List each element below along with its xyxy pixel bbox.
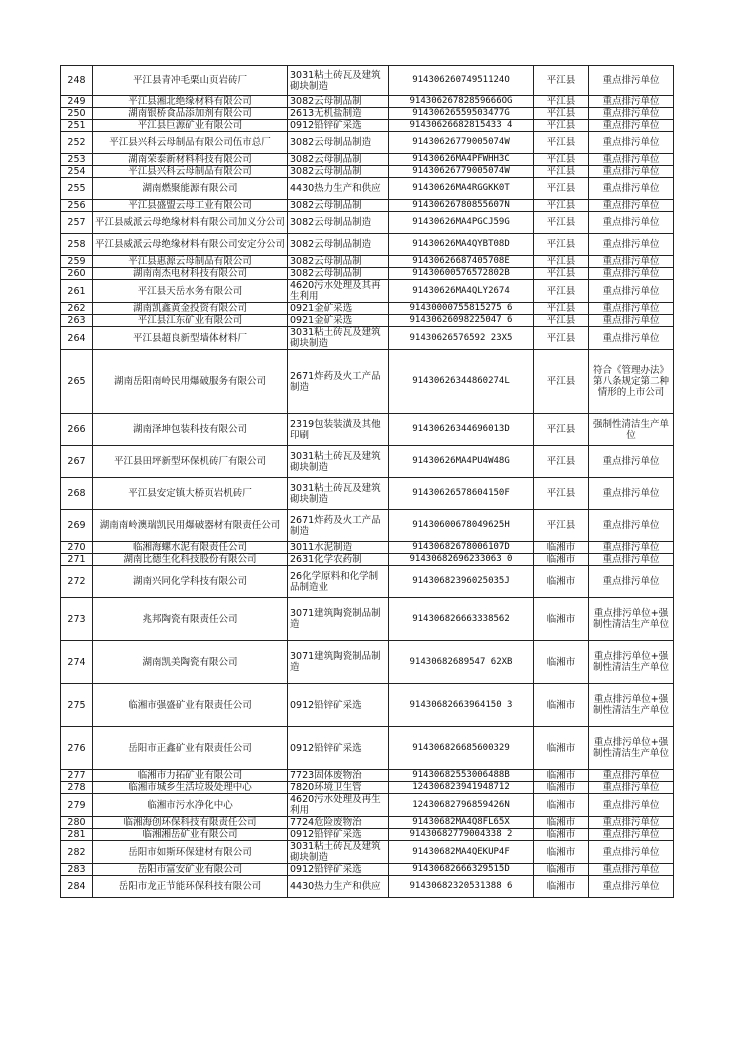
table-row bbox=[61, 234, 674, 256]
row-number: 250 bbox=[61, 108, 93, 120]
unit-type: 重点排污单位 bbox=[589, 66, 674, 96]
industry-category: 3031粘土砖瓦及建筑砌块制造 bbox=[288, 66, 389, 96]
row-number: 269 bbox=[61, 510, 93, 542]
company-name: 平江县威派云母绝缘材料有限公司加义分公司 bbox=[93, 212, 288, 234]
company-name: 湖南泽坤包装科技有限公司 bbox=[93, 414, 288, 446]
company-name: 湖南凯鑫黄金投资有限公司 bbox=[93, 303, 288, 315]
credit-code: 91430626074951124O bbox=[389, 66, 534, 96]
unit-type: 重点排污单位 bbox=[589, 256, 674, 268]
company-name: 湖南荣泰新材料科技有限公司 bbox=[93, 154, 288, 166]
credit-code: 91430682678006107D bbox=[389, 542, 534, 554]
company-name: 岳阳市龙正节能环保科技有限公司 bbox=[93, 876, 288, 898]
row-number: 268 bbox=[61, 478, 93, 510]
credit-code: 91430626576592 23X5 bbox=[389, 327, 534, 350]
company-name: 平江县安定镇大桥页岩机砖厂 bbox=[93, 478, 288, 510]
row-number: 267 bbox=[61, 446, 93, 478]
credit-code: 91430626MA4QLY2674 bbox=[389, 280, 534, 303]
company-name: 岳阳市如斯环保建材有限公司 bbox=[93, 841, 288, 864]
row-number: 261 bbox=[61, 280, 93, 303]
unit-type: 重点排污单位 bbox=[589, 542, 674, 554]
credit-code: 91430626687405708E bbox=[389, 256, 534, 268]
district: 平江县 bbox=[534, 132, 589, 154]
enterprise-table bbox=[60, 65, 674, 898]
company-name: 平江县兴科云母制品有限公司伍市总厂 bbox=[93, 132, 288, 154]
company-name: 湖南兴同化学科技有限公司 bbox=[93, 566, 288, 598]
table-row bbox=[61, 566, 674, 598]
company-name: 湖南南岭澳瑞凯民用爆破器材有限责任公司 bbox=[93, 510, 288, 542]
row-number: 281 bbox=[61, 829, 93, 841]
table-row bbox=[61, 829, 674, 841]
row-number: 259 bbox=[61, 256, 93, 268]
district: 临湘市 bbox=[534, 542, 589, 554]
industry-category: 3082云母制品制造 bbox=[288, 132, 389, 154]
row-number: 251 bbox=[61, 120, 93, 132]
company-name: 平江县巨源矿业有限公司 bbox=[93, 120, 288, 132]
credit-code: 91430626782859666OG bbox=[389, 96, 534, 108]
district: 平江县 bbox=[534, 96, 589, 108]
district: 临湘市 bbox=[534, 876, 589, 898]
company-name: 平江县天岳水务有限公司 bbox=[93, 280, 288, 303]
row-number: 280 bbox=[61, 817, 93, 829]
row-number: 266 bbox=[61, 414, 93, 446]
unit-type: 重点排污单位 bbox=[589, 132, 674, 154]
credit-code: 124306823941948712 bbox=[389, 782, 534, 794]
industry-category: 0912铅锌矿采选 bbox=[288, 864, 389, 876]
district: 临湘市 bbox=[534, 641, 589, 684]
credit-code: 91430682779004338 2 bbox=[389, 829, 534, 841]
row-number: 275 bbox=[61, 684, 93, 727]
unit-type: 重点排污单位 bbox=[589, 817, 674, 829]
company-name: 平江县田坪新型环保机砖厂有限公司 bbox=[93, 446, 288, 478]
district: 临湘市 bbox=[534, 841, 589, 864]
table-row bbox=[61, 280, 674, 303]
table-row bbox=[61, 727, 674, 770]
unit-type: 重点排污单位 bbox=[589, 315, 674, 327]
row-number: 255 bbox=[61, 178, 93, 200]
unit-type: 重点排污单位 bbox=[589, 96, 674, 108]
industry-category: 0912铅锌矿采选 bbox=[288, 120, 389, 132]
unit-type: 重点排污单位 bbox=[589, 782, 674, 794]
district: 平江县 bbox=[534, 66, 589, 96]
unit-type: 重点排污单位 bbox=[589, 510, 674, 542]
company-name: 临湘市力拓矿业有限公司 bbox=[93, 770, 288, 782]
row-number: 252 bbox=[61, 132, 93, 154]
company-name: 兆邦陶瓷有限责任公司 bbox=[93, 598, 288, 641]
district: 平江县 bbox=[534, 234, 589, 256]
industry-category: 7724危险废物治 bbox=[288, 817, 389, 829]
industry-category: 3082云母制品制 bbox=[288, 268, 389, 280]
table-row bbox=[61, 510, 674, 542]
credit-code: 91430600576572802B bbox=[389, 268, 534, 280]
industry-category: 3082云母制品制 bbox=[288, 96, 389, 108]
credit-code: 91430626MA4PU4W48G bbox=[389, 446, 534, 478]
unit-type: 重点排污单位 bbox=[589, 478, 674, 510]
district: 平江县 bbox=[534, 212, 589, 234]
row-number: 264 bbox=[61, 327, 93, 350]
credit-code: 91430626779005074W bbox=[389, 166, 534, 178]
company-name: 平江县湘北绝缘材料有限公司 bbox=[93, 96, 288, 108]
row-number: 262 bbox=[61, 303, 93, 315]
company-name: 临湘湘岳矿业有限公司 bbox=[93, 829, 288, 841]
row-number: 271 bbox=[61, 554, 93, 566]
company-name: 湖南凯美陶瓷有限公司 bbox=[93, 641, 288, 684]
table-row bbox=[61, 268, 674, 280]
credit-code: 91430626MA4PGCJ59G bbox=[389, 212, 534, 234]
district: 平江县 bbox=[534, 268, 589, 280]
industry-category: 3082云母制品制 bbox=[288, 200, 389, 212]
unit-type: 重点排污单位 bbox=[589, 268, 674, 280]
district: 临湘市 bbox=[534, 864, 589, 876]
row-number: 282 bbox=[61, 841, 93, 864]
industry-category: 4430热力生产和供应 bbox=[288, 178, 389, 200]
district: 临湘市 bbox=[534, 770, 589, 782]
district: 平江县 bbox=[534, 154, 589, 166]
row-number: 260 bbox=[61, 268, 93, 280]
industry-category: 2319包装装潢及其他印刷 bbox=[288, 414, 389, 446]
credit-code: 91430626779005074W bbox=[389, 132, 534, 154]
industry-category: 3031粘土砖瓦及建筑砌块制造 bbox=[288, 446, 389, 478]
district: 临湘市 bbox=[534, 794, 589, 817]
industry-category: 0921金矿采选 bbox=[288, 315, 389, 327]
credit-code: 12430682796859426N bbox=[389, 794, 534, 817]
table-row bbox=[61, 166, 674, 178]
unit-type: 强制性清洁生产单位 bbox=[589, 414, 674, 446]
row-number: 248 bbox=[61, 66, 93, 96]
table-row bbox=[61, 782, 674, 794]
row-number: 274 bbox=[61, 641, 93, 684]
industry-category: 2671炸药及火工产品制造 bbox=[288, 350, 389, 414]
table-body bbox=[61, 66, 674, 898]
company-name: 平江县盛盟云母工业有限公司 bbox=[93, 200, 288, 212]
district: 临湘市 bbox=[534, 598, 589, 641]
credit-code: 91430626578604150F bbox=[389, 478, 534, 510]
industry-category: 3031粘土砖瓦及建筑砌块制造 bbox=[288, 841, 389, 864]
unit-type: 重点排污单位 bbox=[589, 841, 674, 864]
table-row bbox=[61, 132, 674, 154]
table-row bbox=[61, 794, 674, 817]
table-row bbox=[61, 66, 674, 96]
unit-type: 重点排污单位+强制性清洁生产单位 bbox=[589, 727, 674, 770]
credit-code: 91430626559503477G bbox=[389, 108, 534, 120]
unit-type: 重点排污单位 bbox=[589, 108, 674, 120]
industry-category: 3082云母制品制 bbox=[288, 166, 389, 178]
industry-category: 0921金矿采选 bbox=[288, 303, 389, 315]
industry-category: 3031粘土砖瓦及建筑砌块制造 bbox=[288, 478, 389, 510]
unit-type: 重点排污单位 bbox=[589, 327, 674, 350]
table-row bbox=[61, 641, 674, 684]
table-row bbox=[61, 303, 674, 315]
credit-code: 91430626344696013D bbox=[389, 414, 534, 446]
credit-code: 91430682663964150 3 bbox=[389, 684, 534, 727]
industry-category: 7723固体废物治 bbox=[288, 770, 389, 782]
district: 临湘市 bbox=[534, 829, 589, 841]
table-row bbox=[61, 542, 674, 554]
industry-category: 3082云母制品制造 bbox=[288, 234, 389, 256]
table-row bbox=[61, 446, 674, 478]
unit-type: 重点排污单位 bbox=[589, 794, 674, 817]
district: 平江县 bbox=[534, 478, 589, 510]
district: 临湘市 bbox=[534, 782, 589, 794]
row-number: 265 bbox=[61, 350, 93, 414]
table-row bbox=[61, 154, 674, 166]
district: 平江县 bbox=[534, 446, 589, 478]
row-number: 258 bbox=[61, 234, 93, 256]
row-number: 277 bbox=[61, 770, 93, 782]
company-name: 临湘市污水净化中心 bbox=[93, 794, 288, 817]
table-row bbox=[61, 315, 674, 327]
table-row bbox=[61, 478, 674, 510]
unit-type: 重点排污单位 bbox=[589, 154, 674, 166]
district: 平江县 bbox=[534, 256, 589, 268]
company-name: 湖南比德生化科技股份有限公司 bbox=[93, 554, 288, 566]
credit-code: 914306826685600329 bbox=[389, 727, 534, 770]
credit-code: 91430682MA4QEKUP4F bbox=[389, 841, 534, 864]
credit-code: 91430626MA4RGGKK0T bbox=[389, 178, 534, 200]
company-name: 岳阳市正鑫矿业有限责任公司 bbox=[93, 727, 288, 770]
table-row bbox=[61, 120, 674, 132]
credit-code: 91430626344860274L bbox=[389, 350, 534, 414]
unit-type: 重点排污单位 bbox=[589, 178, 674, 200]
row-number: 283 bbox=[61, 864, 93, 876]
credit-code: 91430682553006488B bbox=[389, 770, 534, 782]
unit-type: 重点排污单位+强制性清洁生产单位 bbox=[589, 641, 674, 684]
credit-code: 91430626682815433 4 bbox=[389, 120, 534, 132]
unit-type: 符合《管理办法》第八条规定第二种情形的上市公司 bbox=[589, 350, 674, 414]
district: 临湘市 bbox=[534, 817, 589, 829]
district: 临湘市 bbox=[534, 554, 589, 566]
industry-category: 7820环境卫生管 bbox=[288, 782, 389, 794]
industry-category: 3071建筑陶瓷制品制造 bbox=[288, 598, 389, 641]
company-name: 平江县威派云母绝缘材料有限公司安定分公司 bbox=[93, 234, 288, 256]
unit-type: 重点排污单位 bbox=[589, 829, 674, 841]
row-number: 273 bbox=[61, 598, 93, 641]
industry-category: 4430热力生产和供应 bbox=[288, 876, 389, 898]
district: 平江县 bbox=[534, 414, 589, 446]
table-row bbox=[61, 256, 674, 268]
row-number: 279 bbox=[61, 794, 93, 817]
credit-code: 91430682396025035J bbox=[389, 566, 534, 598]
row-number: 263 bbox=[61, 315, 93, 327]
industry-category: 3082云母制品制造 bbox=[288, 212, 389, 234]
district: 平江县 bbox=[534, 303, 589, 315]
row-number: 284 bbox=[61, 876, 93, 898]
district: 临湘市 bbox=[534, 684, 589, 727]
row-number: 270 bbox=[61, 542, 93, 554]
district: 平江县 bbox=[534, 350, 589, 414]
industry-category: 2613无机盐制造 bbox=[288, 108, 389, 120]
table-row bbox=[61, 178, 674, 200]
table-row bbox=[61, 876, 674, 898]
table-row bbox=[61, 770, 674, 782]
district: 平江县 bbox=[534, 280, 589, 303]
industry-category: 3071建筑陶瓷制品制造 bbox=[288, 641, 389, 684]
credit-code: 91430682666329515D bbox=[389, 864, 534, 876]
company-name: 湖南岳阳南岭民用爆破服务有限公司 bbox=[93, 350, 288, 414]
table-row bbox=[61, 414, 674, 446]
company-name: 临湘海螺水泥有限责任公司 bbox=[93, 542, 288, 554]
company-name: 平江县兴科云母制品有限公司 bbox=[93, 166, 288, 178]
industry-category: 0912铅锌矿采选 bbox=[288, 829, 389, 841]
credit-code: 914306826663338562 bbox=[389, 598, 534, 641]
credit-code: 91430682320531388 6 bbox=[389, 876, 534, 898]
credit-code: 91430626MA4PFWHH3C bbox=[389, 154, 534, 166]
unit-type: 重点排污单位 bbox=[589, 864, 674, 876]
row-number: 249 bbox=[61, 96, 93, 108]
district: 平江县 bbox=[534, 315, 589, 327]
unit-type: 重点排污单位 bbox=[589, 876, 674, 898]
unit-type: 重点排污单位 bbox=[589, 566, 674, 598]
row-number: 254 bbox=[61, 166, 93, 178]
industry-category: 4620污水处理及其再生利用 bbox=[288, 280, 389, 303]
table-row bbox=[61, 817, 674, 829]
district: 平江县 bbox=[534, 120, 589, 132]
table-row bbox=[61, 864, 674, 876]
row-number: 278 bbox=[61, 782, 93, 794]
unit-type: 重点排污单位 bbox=[589, 280, 674, 303]
unit-type: 重点排污单位 bbox=[589, 120, 674, 132]
district: 平江县 bbox=[534, 178, 589, 200]
credit-code: 91430626098225047 6 bbox=[389, 315, 534, 327]
unit-type: 重点排污单位 bbox=[589, 770, 674, 782]
row-number: 253 bbox=[61, 154, 93, 166]
industry-category: 0912铅锌矿采选 bbox=[288, 684, 389, 727]
unit-type: 重点排污单位 bbox=[589, 554, 674, 566]
credit-code: 91430626780855607N bbox=[389, 200, 534, 212]
company-name: 平江县超良新型墙体材料厂 bbox=[93, 327, 288, 350]
table-row bbox=[61, 554, 674, 566]
district: 平江县 bbox=[534, 510, 589, 542]
credit-code: 91430626MA4QYBT08D bbox=[389, 234, 534, 256]
table-row bbox=[61, 350, 674, 414]
unit-type: 重点排污单位 bbox=[589, 446, 674, 478]
industry-category: 3011水泥制造 bbox=[288, 542, 389, 554]
company-name: 平江县青冲毛栗山页岩砖厂 bbox=[93, 66, 288, 96]
credit-code: 91430600678049625H bbox=[389, 510, 534, 542]
unit-type: 重点排污单位 bbox=[589, 234, 674, 256]
unit-type: 重点排污单位+强制性清洁生产单位 bbox=[589, 598, 674, 641]
table-row bbox=[61, 327, 674, 350]
table-row bbox=[61, 212, 674, 234]
industry-category: 3082云母制品制 bbox=[288, 256, 389, 268]
table-row bbox=[61, 598, 674, 641]
industry-category: 0912铅锌矿采选 bbox=[288, 727, 389, 770]
company-name: 平江县惠源云母制品有限公司 bbox=[93, 256, 288, 268]
company-name: 岳阳市富安矿业有限公司 bbox=[93, 864, 288, 876]
table-row bbox=[61, 108, 674, 120]
table-row bbox=[61, 684, 674, 727]
unit-type: 重点排污单位 bbox=[589, 166, 674, 178]
company-name: 平江县江东矿业有限公司 bbox=[93, 315, 288, 327]
industry-category: 26化学原料和化学制品制造业 bbox=[288, 566, 389, 598]
district: 平江县 bbox=[534, 108, 589, 120]
unit-type: 重点排污单位 bbox=[589, 303, 674, 315]
credit-code: 91430682696233063 0 bbox=[389, 554, 534, 566]
industry-category: 4620污水处理及再生利用 bbox=[288, 794, 389, 817]
industry-category: 3082云母制品制 bbox=[288, 154, 389, 166]
industry-category: 2671炸药及火工产品制造 bbox=[288, 510, 389, 542]
row-number: 276 bbox=[61, 727, 93, 770]
company-name: 湖南银桥食品添加剂有限公司 bbox=[93, 108, 288, 120]
district: 平江县 bbox=[534, 166, 589, 178]
table-row bbox=[61, 96, 674, 108]
credit-code: 91430682MA4Q8FL65X bbox=[389, 817, 534, 829]
unit-type: 重点排污单位 bbox=[589, 212, 674, 234]
unit-type: 重点排污单位+强制性清洁生产单位 bbox=[589, 684, 674, 727]
district: 临湘市 bbox=[534, 566, 589, 598]
industry-category: 2631化学农药制 bbox=[288, 554, 389, 566]
district: 平江县 bbox=[534, 327, 589, 350]
table-row bbox=[61, 200, 674, 212]
credit-code: 91430000755815275 6 bbox=[389, 303, 534, 315]
unit-type: 重点排污单位 bbox=[589, 200, 674, 212]
row-number: 272 bbox=[61, 566, 93, 598]
company-name: 湖南燃聚能源有限公司 bbox=[93, 178, 288, 200]
row-number: 256 bbox=[61, 200, 93, 212]
company-name: 临湘市强盛矿业有限责任公司 bbox=[93, 684, 288, 727]
company-name: 临湘海创环保科技有限责任公司 bbox=[93, 817, 288, 829]
district: 平江县 bbox=[534, 200, 589, 212]
company-name: 湖南南杰电材科技有限公司 bbox=[93, 268, 288, 280]
district: 临湘市 bbox=[534, 727, 589, 770]
row-number: 257 bbox=[61, 212, 93, 234]
credit-code: 91430682689547 62XB bbox=[389, 641, 534, 684]
company-name: 临湘市城乡生活垃圾处理中心 bbox=[93, 782, 288, 794]
industry-category: 3031粘土砖瓦及建筑砌块制造 bbox=[288, 327, 389, 350]
table-row bbox=[61, 841, 674, 864]
